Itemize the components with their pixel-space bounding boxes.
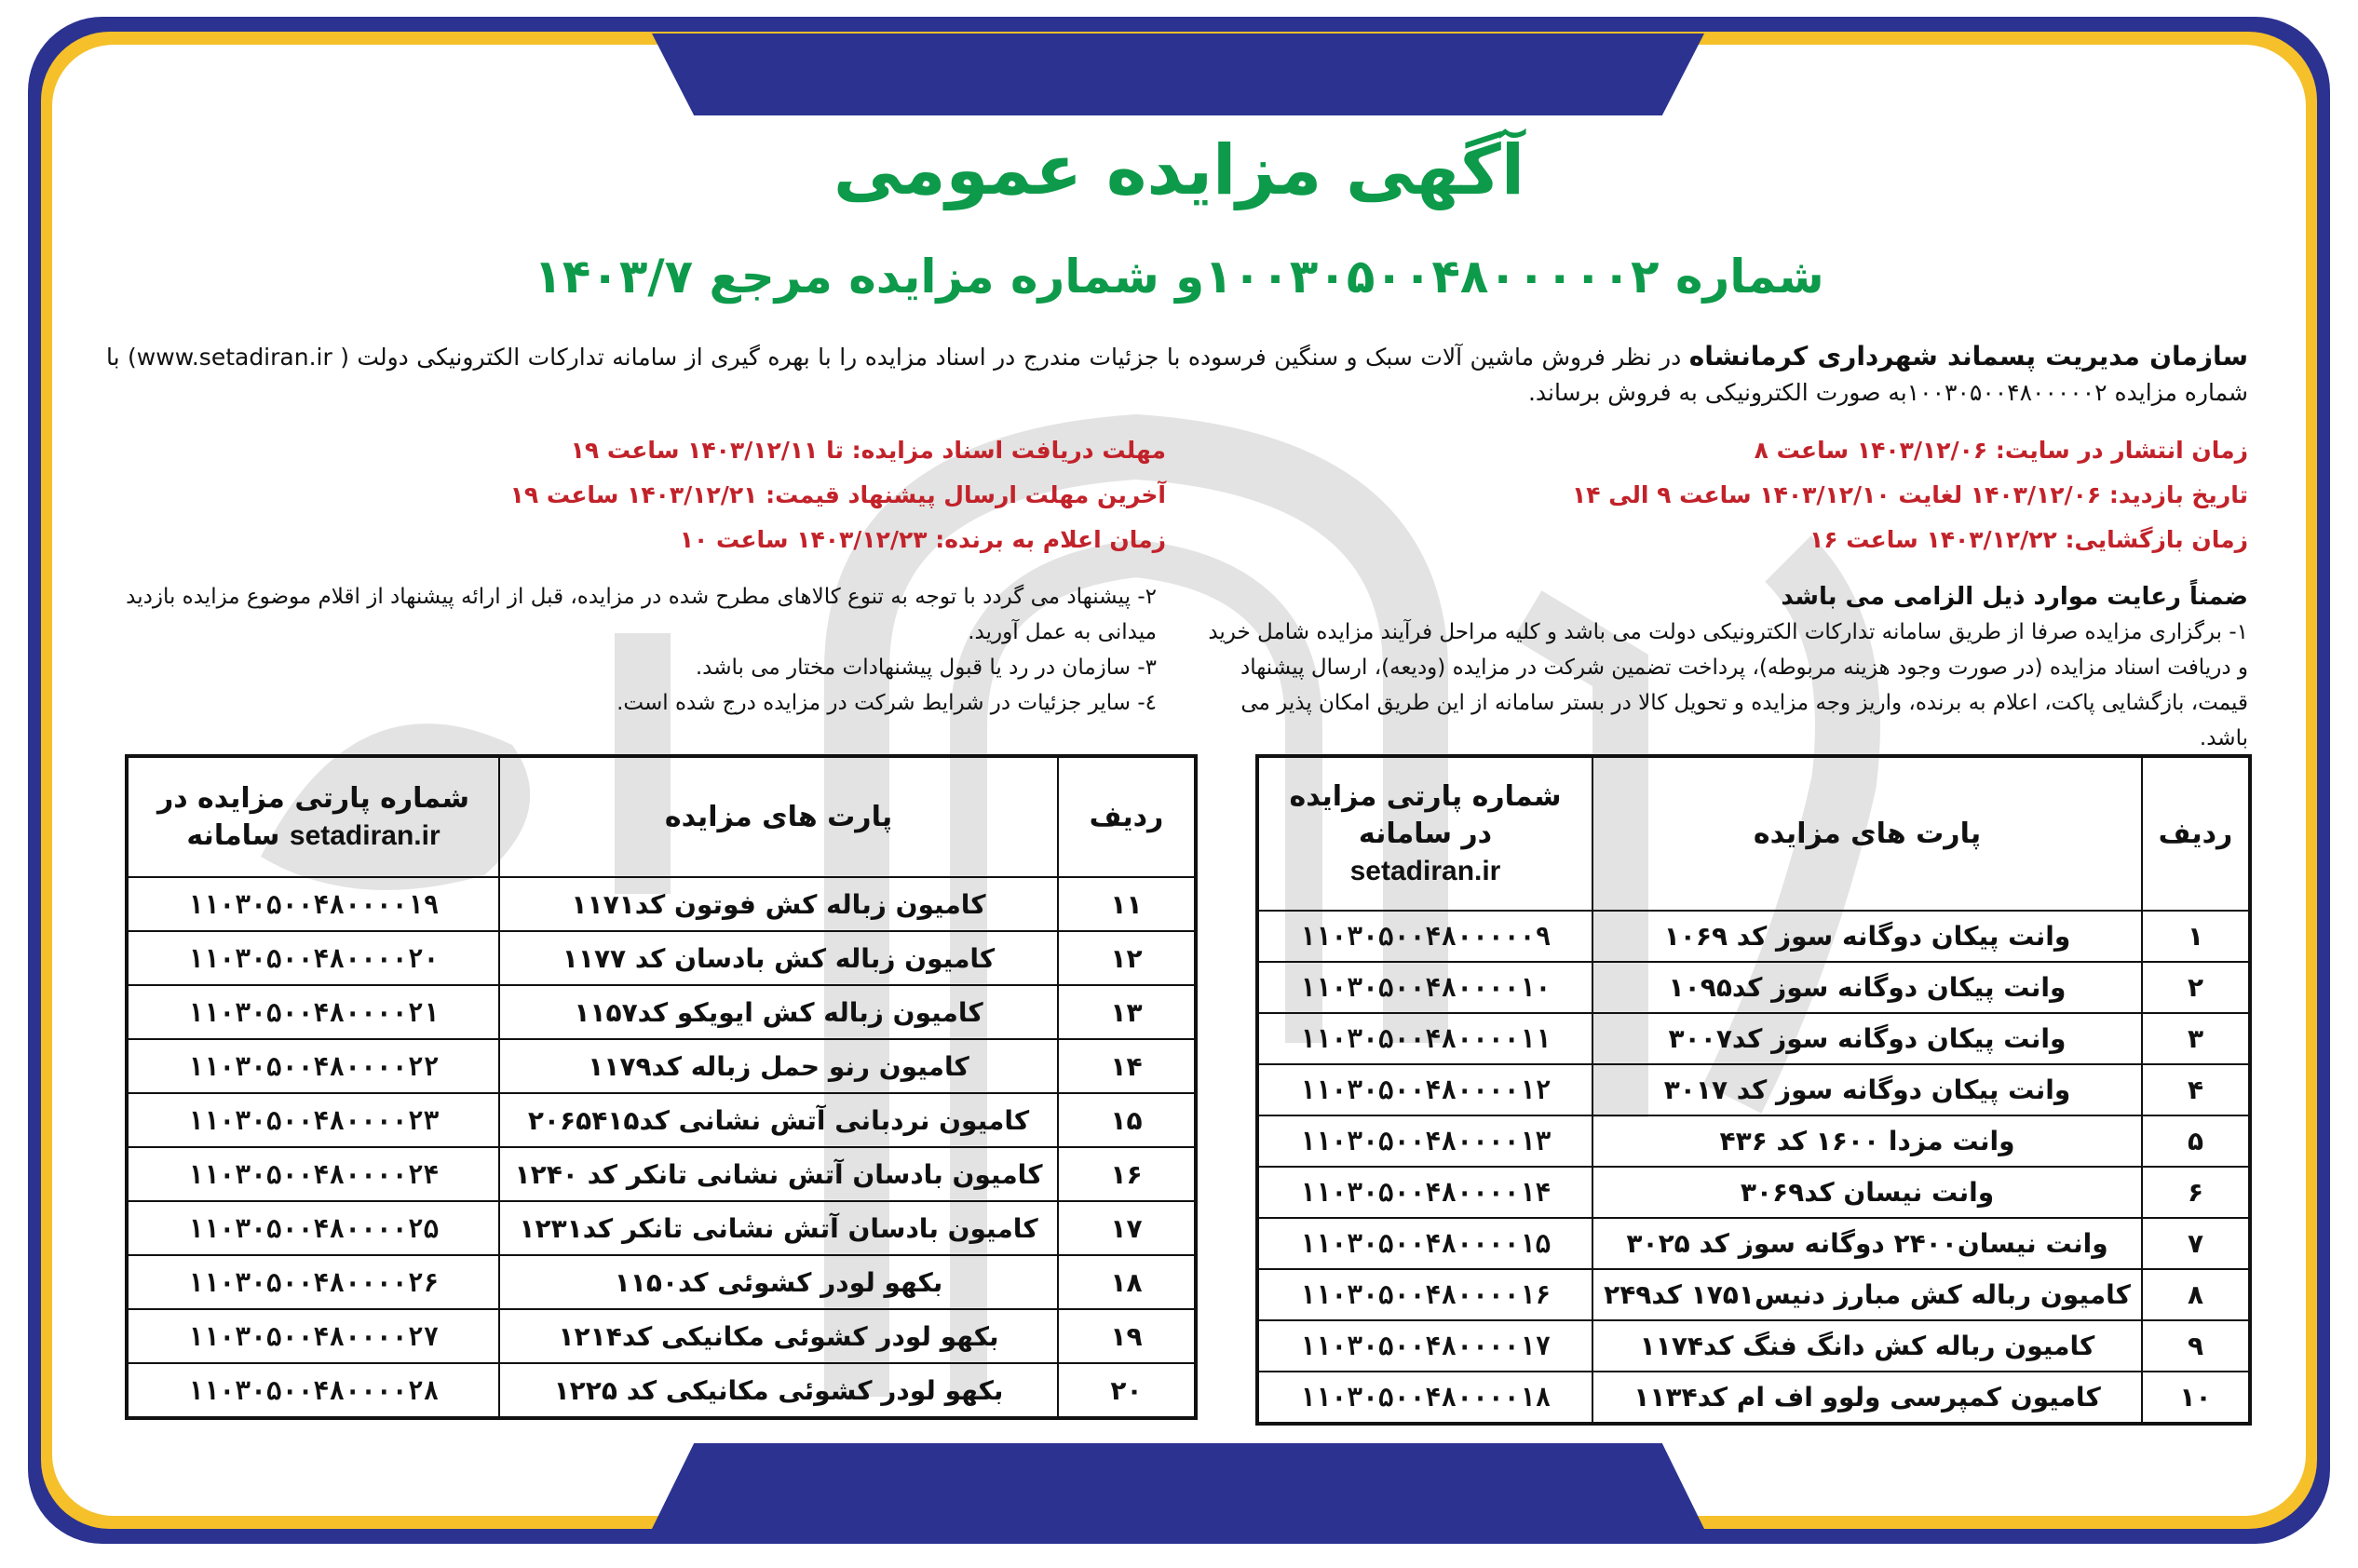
table-row: [127, 1309, 1196, 1363]
lot-code-cell: ۱۱۰۳۰۵۰۰۴۸۰۰۰۰۲۵: [127, 1201, 499, 1255]
lot-part-cell: بکهو لودر کشوئی مکانیکی کد۱۲۱۴: [499, 1309, 1058, 1363]
lot-part-cell: کامیون بادسان آتش نشانی تانکر کد۱۲۳۱: [499, 1201, 1058, 1255]
notice-title: آگهی مزایده عمومی: [833, 130, 1525, 210]
table-row: [1257, 1167, 2250, 1218]
lot-part-cell: کامیون زباله کش فوتون کد۱۱۷۱: [499, 877, 1058, 931]
table-row: [1257, 1064, 2250, 1115]
publish-date: زمان انتشار در سایت: ۱۴۰۳/۱۲/۰۶ ساعت ۸: [1754, 437, 2248, 464]
lot-part-cell: وانت پیکان دوگانه سوز کد ۳۰۱۷: [1592, 1064, 2142, 1115]
lot-code-cell: ۱۱۰۳۰۵۰۰۴۸۰۰۰۰۲۸: [127, 1363, 499, 1418]
lots-table-right: [1255, 754, 2252, 1426]
table-row: [1257, 911, 2250, 962]
notes-left-block: [123, 579, 1157, 721]
lot-code-cell: ۱۱۰۳۰۵۰۰۴۸۰۰۰۰۲۱: [127, 985, 499, 1039]
table-row: [1257, 1013, 2250, 1064]
row-number-cell: ۱۲: [1058, 931, 1196, 985]
lot-part-cell: کامیون رباله کش مبارز دنیس۱۷۵۱ کد۲۴۹: [1592, 1269, 2142, 1320]
lot-part-cell: کامیون زباله کش بادسان کد ۱۱۷۷: [499, 931, 1058, 985]
note-1: ۱- برگزاری مزایده صرفا از طریق سامانه تدارکات الکترونیکی دولت می باشد و کلیه مراحل فرآیند مزایده شامل خرید و دریافت اسناد مزایده (در صورت وجود هزینه مربوطه)، پرداخت تضمین شرکت در مزایده (ودیعه)، ارسال پیشنهاد قیمت، بازگشایی پاکت، اعلام به برنده، واریز وجه مزایده و تحویل کالا در بستر سامانه از این طریق امکان پذیر می باشد.: [1208, 620, 2248, 750]
row-number-cell: ۷: [2142, 1218, 2250, 1269]
lot-code-cell: ۱۱۰۳۰۵۰۰۴۸۰۰۰۰۰۹: [1257, 911, 1592, 962]
intro-paragraph: [106, 339, 2248, 411]
header-lot-parts: پارت های مزایده: [499, 756, 1058, 877]
opening-date: زمان بازگشایی: ۱۴۰۳/۱۲/۲۲ ساعت ۱۶: [1809, 526, 2248, 553]
lot-code-cell: ۱۱۰۳۰۵۰۰۴۸۰۰۰۰۱۸: [1257, 1372, 1592, 1424]
lots-table-left-body: [127, 877, 1196, 1418]
lot-part-cell: بکهو لودر کشوئی کد۱۱۵۰: [499, 1255, 1058, 1309]
row-number-cell: ۱۵: [1058, 1093, 1196, 1147]
lot-part-cell: کامیون زباله کش ایویکو کد۱۱۵۷: [499, 985, 1058, 1039]
table-row: [127, 931, 1196, 985]
header-lot-number-system: سامانه: [186, 818, 280, 852]
documents-deadline: مهلت دریافت اسناد مزایده: تا ۱۴۰۳/۱۲/۱۱ ساعت ۱۹: [570, 437, 1166, 464]
row-number-cell: ۱: [2142, 911, 2250, 962]
table-row: [1257, 1115, 2250, 1167]
lot-code-cell: ۱۱۰۳۰۵۰۰۴۸۰۰۰۰۲۲: [127, 1039, 499, 1093]
row-number-cell: ۱۰: [2142, 1372, 2250, 1424]
table-row: [1257, 1372, 2250, 1424]
row-number-cell: ۹: [2142, 1320, 2250, 1372]
row-number-cell: ۱۱: [1058, 877, 1196, 931]
header-row-number: ردیف: [1058, 756, 1196, 877]
header-row-number: ردیف: [2142, 756, 2250, 911]
lot-code-cell: ۱۱۰۳۰۵۰۰۴۸۰۰۰۰۱۶: [1257, 1269, 1592, 1320]
row-number-cell: ۳: [2142, 1013, 2250, 1064]
organization-name: سازمان مدیریت پسماند شهرداری کرمانشاه: [1688, 341, 2248, 372]
notes-right-block: [1205, 579, 2248, 756]
lot-code-cell: ۱۱۰۳۰۵۰۰۴۸۰۰۰۰۱۵: [1257, 1218, 1592, 1269]
lot-part-cell: وانت پیکان دوگانه سوز کد۳۰۰۷: [1592, 1013, 2142, 1064]
lot-part-cell: بکهو لودر کشوئی مکانیکی کد ۱۲۲۵: [499, 1363, 1058, 1418]
table-row: [127, 1093, 1196, 1147]
lot-code-cell: ۱۱۰۳۰۵۰۰۴۸۰۰۰۰۲۷: [127, 1309, 499, 1363]
lot-code-cell: ۱۱۰۳۰۵۰۰۴۸۰۰۰۰۱۳: [1257, 1115, 1592, 1167]
table-row: [127, 985, 1196, 1039]
note-2: ۲- پیشنهاد می گردد با توجه به تنوع کالاهای مطرح شده در مزایده، قبل از ارائه پیشنهاد از اقلام موضوع مزایده بازدید میدانی به عمل آورید.: [126, 585, 1157, 644]
lot-code-cell: ۱۱۰۳۰۵۰۰۴۸۰۰۰۰۱۱: [1257, 1013, 1592, 1064]
header-lot-number: [127, 756, 499, 877]
header-lot-number-line2: در سامانه: [1358, 817, 1493, 850]
table-row: [127, 1201, 1196, 1255]
header-lot-number-site: setadiran.ir: [289, 819, 440, 851]
table-row: [127, 1255, 1196, 1309]
lot-code-cell: ۱۱۰۳۰۵۰۰۴۸۰۰۰۰۲۶: [127, 1255, 499, 1309]
lot-code-cell: ۱۱۰۳۰۵۰۰۴۸۰۰۰۰۱۴: [1257, 1167, 1592, 1218]
lot-part-cell: وانت نیسان۲۴۰۰ دوگانه سوز کد ۳۰۲۵: [1592, 1218, 2142, 1269]
row-number-cell: ۱۶: [1058, 1147, 1196, 1201]
lot-code-cell: ۱۱۰۳۰۵۰۰۴۸۰۰۰۰۱۹: [127, 877, 499, 931]
row-number-cell: ۱۷: [1058, 1201, 1196, 1255]
lot-part-cell: کامیون رنو حمل زباله کد۱۱۷۹: [499, 1039, 1058, 1093]
row-number-cell: ۲۰: [1058, 1363, 1196, 1418]
header-lot-number: [1257, 756, 1592, 911]
dates-left-block: [142, 428, 1166, 562]
note-3: ۳- سازمان در رد یا قبول پیشنهادات مختار می باشد.: [695, 656, 1157, 680]
bid-deadline: آخرین مهلت ارسال پیشنهاد قیمت: ۱۴۰۳/۱۲/۲۱ ساعت ۱۹: [509, 481, 1166, 508]
lot-part-cell: وانت پیکان دوگانه سوز کد ۱۰۶۹: [1592, 911, 2142, 962]
lot-part-cell: کامیون بادسان آتش نشانی تانکر کد ۱۲۴۰: [499, 1147, 1058, 1201]
table-row: [127, 1147, 1196, 1201]
lot-part-cell: وانت پیکان دوگانه سوز کد۱۰۹۵: [1592, 962, 2142, 1013]
lot-code-cell: ۱۱۰۳۰۵۰۰۴۸۰۰۰۰۱۷: [1257, 1320, 1592, 1372]
row-number-cell: ۲: [2142, 962, 2250, 1013]
auction-number-subtitle: شماره ۱۰۰۳۰۵۰۰۴۸۰۰۰۰۰۲و شماره مزایده مرجع ۱۴۰۳/۷: [534, 250, 1824, 304]
lot-part-cell: کامیون رباله کش دانگ فنگ کد۱۱۷۴: [1592, 1320, 2142, 1372]
header-lot-number-line1: شماره پارتی مزایده در: [156, 781, 470, 815]
row-number-cell: ۱۳: [1058, 985, 1196, 1039]
header-lot-parts: پارت های مزایده: [1592, 756, 2142, 911]
table-row: [1257, 962, 2250, 1013]
row-number-cell: ۱۴: [1058, 1039, 1196, 1093]
note-4: ٤- سایر جزئیات در شرایط شرکت در مزایده درج شده است.: [617, 691, 1157, 715]
lot-code-cell: ۱۱۰۳۰۵۰۰۴۸۰۰۰۰۲۴: [127, 1147, 499, 1201]
lot-code-cell: ۱۱۰۳۰۵۰۰۴۸۰۰۰۰۱۲: [1257, 1064, 1592, 1115]
table-row: [1257, 1269, 2250, 1320]
winner-announcement-date: زمان اعلام به برنده: ۱۴۰۳/۱۲/۲۳ ساعت ۱۰: [679, 526, 1166, 553]
lot-part-cell: کامیون نردبانی آتش نشانی کد۲۰۶۵۴۱۵: [499, 1093, 1058, 1147]
header-lot-number-line1: شماره پارتی مزایده: [1289, 779, 1562, 813]
lots-table-right-body: [1257, 911, 2250, 1424]
lots-table-left: [125, 754, 1198, 1420]
dates-right-block: [1224, 428, 2248, 562]
row-number-cell: ۱۸: [1058, 1255, 1196, 1309]
row-number-cell: ۶: [2142, 1167, 2250, 1218]
header-lot-number-line2: [134, 818, 493, 855]
table-row: [127, 1039, 1196, 1093]
row-number-cell: ۵: [2142, 1115, 2250, 1167]
lot-code-cell: ۱۱۰۳۰۵۰۰۴۸۰۰۰۰۲۳: [127, 1093, 499, 1147]
lot-part-cell: وانت مزدا ۱۶۰۰ کد ۴۳۶: [1592, 1115, 2142, 1167]
table-row: [127, 1363, 1196, 1418]
table-row: [1257, 1320, 2250, 1372]
lot-part-cell: کامیون کمپرسی ولوو اف ام کد۱۱۳۴: [1592, 1372, 2142, 1424]
lot-part-cell: وانت نیسان کد۳۰۶۹: [1592, 1167, 2142, 1218]
table-row: [1257, 1218, 2250, 1269]
lot-code-cell: ۱۱۰۳۰۵۰۰۴۸۰۰۰۰۱۰: [1257, 962, 1592, 1013]
row-number-cell: ۸: [2142, 1269, 2250, 1320]
visit-date: تاریخ بازدید: ۱۴۰۳/۱۲/۰۶ لغایت ۱۴۰۳/۱۲/۱۰ ساعت ۹ الی ۱۴: [1571, 481, 2248, 508]
row-number-cell: ۱۹: [1058, 1309, 1196, 1363]
lot-code-cell: ۱۱۰۳۰۵۰۰۴۸۰۰۰۰۲۰: [127, 931, 499, 985]
table-row: [127, 877, 1196, 931]
notes-heading: ضمناً رعایت موارد ذیل الزامی می باشد: [1781, 583, 2248, 611]
row-number-cell: ۴: [2142, 1064, 2250, 1115]
intro-text: در نظر فروش ماشین آلات سبک و سنگین فرسوده با جزئیات مندرج در اسناد مزایده را با بهره گیری از سامانه تدارکات الکترونیکی دولت ( www.setadiran.ir) با شماره مزایده ۱۰۰۳۰۵۰۰۴۸۰۰۰۰۰۲به صورت الکترونیکی به فروش برساند.: [106, 344, 2248, 406]
header-lot-number-site: setadiran.ir: [1349, 855, 1501, 886]
